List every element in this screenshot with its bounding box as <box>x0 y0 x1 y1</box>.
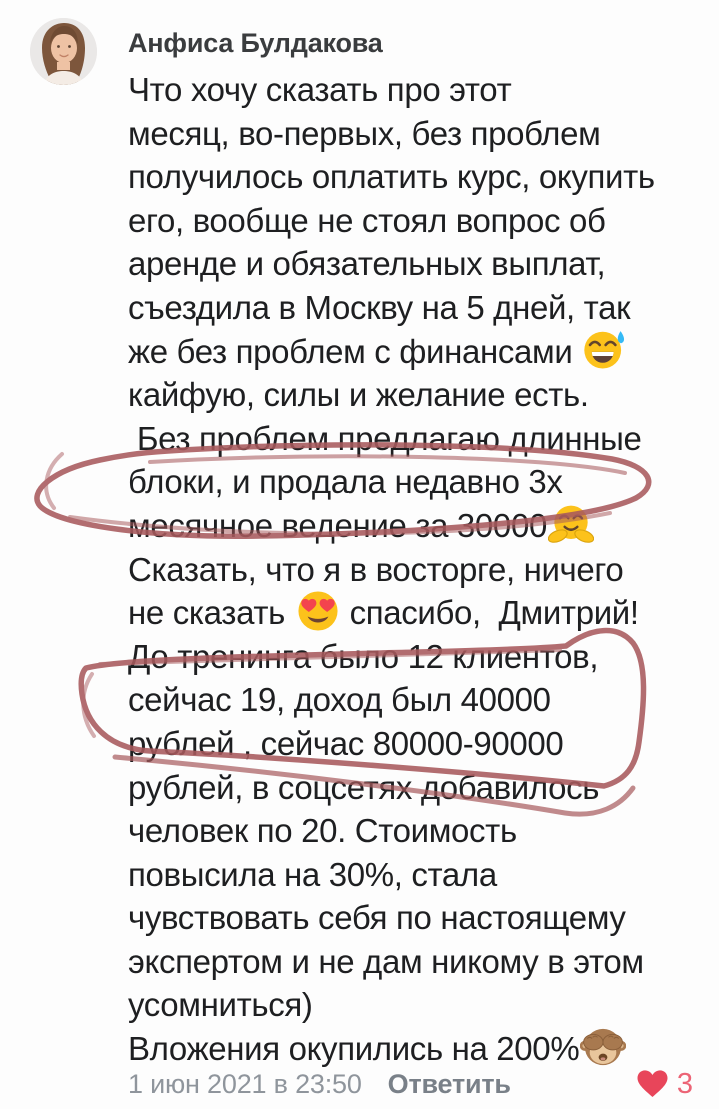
heart-icon <box>636 1069 669 1099</box>
reply-button[interactable]: Ответить <box>387 1068 511 1099</box>
avatar-portrait <box>30 18 97 85</box>
comment-text-line: До тренинга было 12 клиентов, <box>128 637 599 675</box>
see-no-evil-monkey-emoji <box>580 1025 626 1069</box>
author-name[interactable]: Анфиса Булдакова <box>128 28 383 58</box>
hugging-face-emoji <box>548 502 594 546</box>
comment-text-line: аренде и обязательных выплат, <box>128 245 606 283</box>
comment-text-line: экспертом и не дам никому в этом <box>128 942 644 980</box>
comment-text-line: месячное ведение за 30000 <box>128 504 719 548</box>
comment-text-line: Без проблем предлагаю длинные <box>128 419 642 457</box>
comment-text-line: рублей , сейчас 80000-90000 <box>128 724 564 762</box>
comment-text-line: повысила на 30%, стала <box>128 855 497 893</box>
comment-footer <box>128 1064 707 1104</box>
timestamp: 1 июн 2021 в 23:50 <box>128 1068 362 1099</box>
comment-text-line: его, вообще не стоял вопрос об <box>128 201 606 239</box>
comment-text-line: месяц, во-первых, без проблем <box>128 114 601 152</box>
comment-text-line: сейчас 19, доход был 40000 <box>128 681 551 719</box>
comment-text-line: чувствовать себя по настоящему <box>128 899 626 937</box>
comment-text-line: кайфую, силы и желание есть. <box>128 376 589 414</box>
comment-text-line: Вложения окупились на 200% <box>128 1027 719 1071</box>
comment-text-line: съездила в Москву на 5 дней, так <box>128 288 631 326</box>
sweat-smile-emoji <box>582 327 628 371</box>
comment-text-line: не сказать спасибо, Дмитрий! <box>128 591 719 635</box>
comment-text-line: Что хочу сказать про этот <box>128 71 512 108</box>
comment-text-line: рублей, в соцсетях добавилось <box>128 768 600 806</box>
heart-eyes-emoji <box>295 589 341 633</box>
like-button[interactable] <box>636 1068 707 1101</box>
comment-text-line: же без проблем с финансами <box>128 330 719 374</box>
avatar[interactable] <box>30 18 97 85</box>
comment-text <box>128 68 719 1071</box>
comment-text-line: усомниться) <box>128 986 313 1024</box>
comment-text-line: получилось оплатить курс, окупить <box>128 158 655 196</box>
comment-text-line: человек по 20. Стоимость <box>128 812 517 850</box>
comment-text-line: блоки, и продала недавно 3х <box>128 463 563 501</box>
comment-text-line: Сказать, что я в восторге, ничего <box>128 550 624 588</box>
like-count: 3 <box>676 1067 693 1100</box>
